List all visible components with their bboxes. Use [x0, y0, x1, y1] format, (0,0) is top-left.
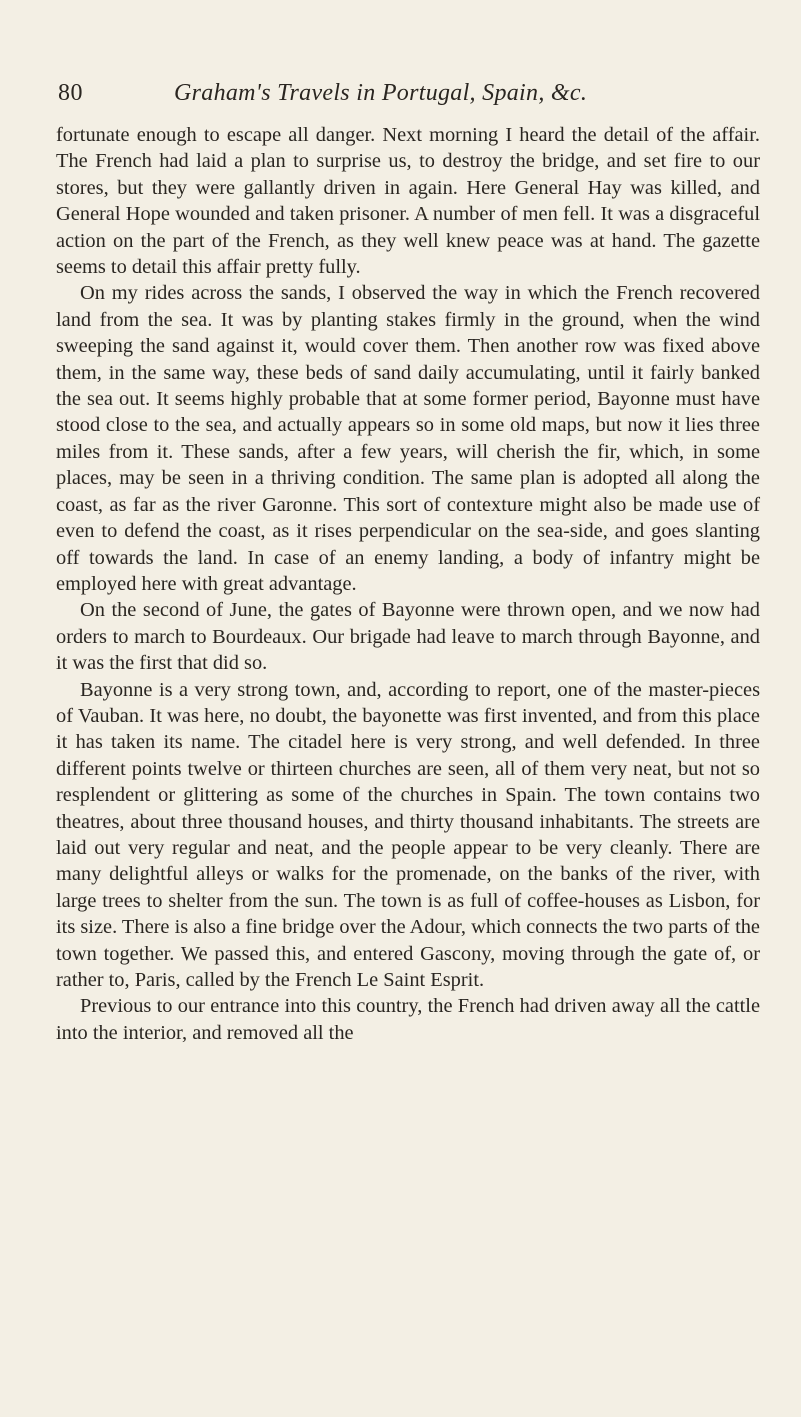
paragraph-gates: On the second of June, the gates of Bayonne were thrown open, and we now had orders to march to Bourdeaux. Our brigade had leave to march through Bayonne, and it was the first that did so.	[56, 599, 760, 675]
paragraph-bayonne: Bayonne is a very strong town, and, according to report, one of the master-pieces of Vauban. It was here, no doubt, the bayonette was first invented, and from this place it has taken its name. The citadel here is very strong, and well defended. In three different points twelve or thirteen churches are seen, all of them very neat, but not so resplendent or glittering as some of the churches in Spain. The town contains two theatres, about three thousand houses, and thirty thousand inhabitants. The streets are laid out very regular and neat, and the people appear to be very cleanly. There are many delightful alleys or walks for the promenade, on the banks of the river, with large trees to shelter from the sun. The town is as full of coffee-houses as Lisbon, for its size. There is also a fine bridge over the Adour, which connects the two parts of the town together. We passed this, and entered Gascony, moving through the gate of, or rather to, Paris, called by the French Le Saint Esprit.	[56, 678, 760, 991]
page-number: 80	[58, 80, 83, 106]
paragraph-continued: fortunate enough to escape all danger. Next morning I heard the detail of the affair. The French had laid a plan to surprise us, to destroy the bridge, and set fire to our stores, but they were gallantly driven in again. Here General Hay was killed, and General Hope wounded and taken prisoner. A number of men fell. It was a disgraceful action on the part of the French, as they well knew peace was at hand. The gazette seems to detail this affair pretty fully.	[56, 124, 760, 279]
paragraph-cattle: Previous to our entrance into this country, the French had driven away all the cattle into the interior, and removed all the	[56, 995, 760, 1044]
book-page	[56, 80, 760, 1046]
paragraph-sands: On my rides across the sands, I observed the way in which the French recovered land from the sea. It was by planting stakes firmly in the ground, when the wind sweeping the sand against it, would cover them. Then another row was fixed above them, in the same way, these beds of sand daily accumulating, until it fairly banked the sea out. It seems highly probable that at some former period, Bayonne must have stood close to the sea, and actually appears so in some old maps, but now it lies three miles from it. These sands, after a few years, will cherish the fir, which, in some places, may be seen in a thriving condition. The same plan is adopted all along the coast, as far as the river Garonne. This sort of contexture might also be made use of even to defend the coast, as it rises perpendicular on the sea-side, and goes slanting off towards the land. In case of an enemy landing, a body of infantry might be employed here with great advantage.	[56, 282, 760, 595]
body-text	[56, 122, 760, 1046]
running-head: Graham's Travels in Portugal, Spain, &c.	[174, 80, 588, 106]
page-header	[56, 80, 760, 116]
